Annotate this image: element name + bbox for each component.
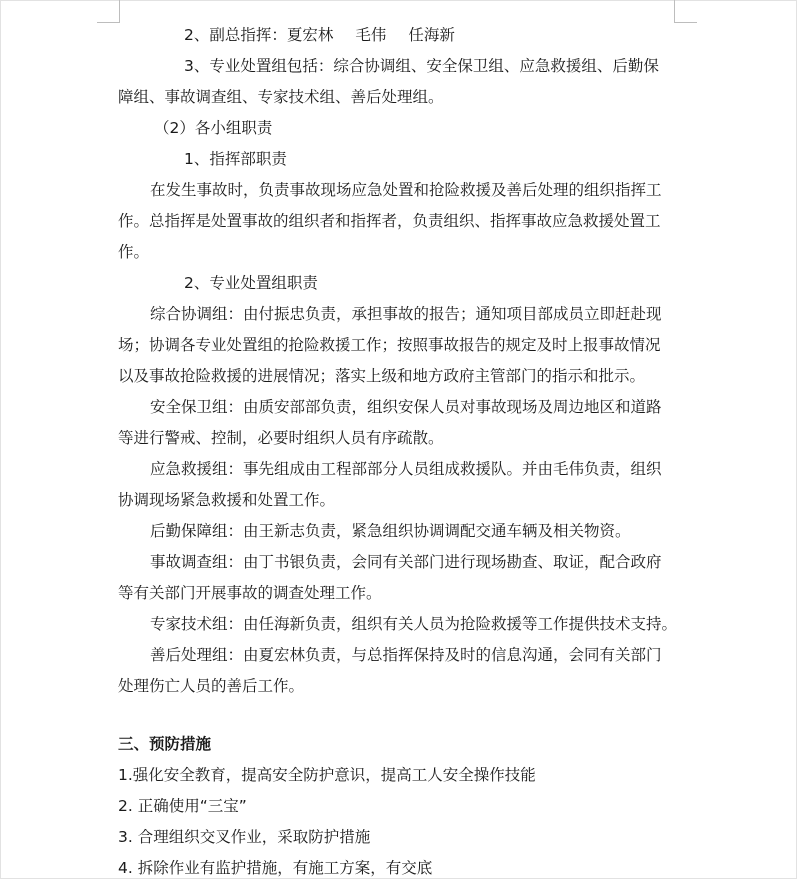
paragraph-line: 处理伤亡人员的善后工作。 [118,677,305,695]
paragraph-line: 等进行警戒、控制，必要时组织人员有序疏散。 [118,429,444,447]
paragraph-line: 事故调查组：由丁书银负责，会同有关部门进行现场勘查、取证，配合政府 [150,553,662,571]
item-title: 2、专业处置组职责 [184,274,318,292]
subsection-title: （2）各小组职责 [154,119,273,137]
paragraph-line: 综合协调组：由付振忠负责，承担事故的报告；通知项目部成员立即赶赴现 [150,305,662,323]
paragraph-line: 后勤保障组：由王新志负责，紧急组织协调调配交通车辆及相关物资。 [150,522,631,540]
paragraph-line: 以及事故抢险救援的进展情况；落实上级和地方政府主管部门的指示和批示。 [118,367,646,385]
paragraph-line: 场；协调各专业处置组的抢险救援工作；按照事故报告的规定及时上报事故情况 [118,336,661,354]
deputy-name: 任海新 [408,26,455,44]
deputy-commanders-line [118,20,678,51]
paragraph-line: 专家技术组：由任海新负责，组织有关人员为抢险救援等工作提供技术支持。 [150,615,678,633]
paragraph-line: 在发生事故时，负责事故现场应急处置和抢险救援及善后处理的组织指挥工 [150,181,662,199]
paragraph-line: 应急救援组：事先组成由工程部部分人员组成救援队。并由毛伟负责，组织 [150,460,662,478]
list-item: 3. 合理组织交叉作业，采取防护措施 [118,828,371,846]
paragraph-line: 障组、事故调查组、专家技术组、善后处理组。 [118,88,444,106]
deputy-name: 夏宏林 [286,26,334,44]
list-item: 2. 正确使用“三宝” [118,797,247,815]
deputy-name: 毛伟 [355,26,387,44]
list-item: 4. 拆除作业有监护措施，有施工方案，有交底 [118,859,433,877]
paragraph-line: 作。 [118,243,150,261]
deputy-label: 2、副总指挥： [184,26,287,44]
paragraph-line: 3、专业处置组包括：综合协调组、安全保卫组、应急救援组、后勤保 [184,57,659,75]
margin-corner-mark-left [97,0,120,23]
document-body [118,20,678,884]
section-heading: 三、预防措施 [118,735,212,753]
item-title: 1、指挥部职责 [184,150,287,168]
paragraph-line: 等有关部门开展事故的调查处理工作。 [118,584,382,602]
paragraph-line: 安全保卫组：由质安部部负责，组织安保人员对事故现场及周边地区和道路 [150,398,662,416]
paragraph-line: 协调现场紧急救援和处置工作。 [118,491,336,509]
paragraph-line: 作。总指挥是处置事故的组织者和指挥者，负责组织、指挥事故应急救援处置工 [118,212,661,230]
paragraph-line: 善后处理组：由夏宏林负责，与总指挥保持及时的信息沟通，会同有关部门 [150,646,662,664]
list-item: 1.强化安全教育，提高安全防护意识，提高工人安全操作技能 [118,766,536,784]
